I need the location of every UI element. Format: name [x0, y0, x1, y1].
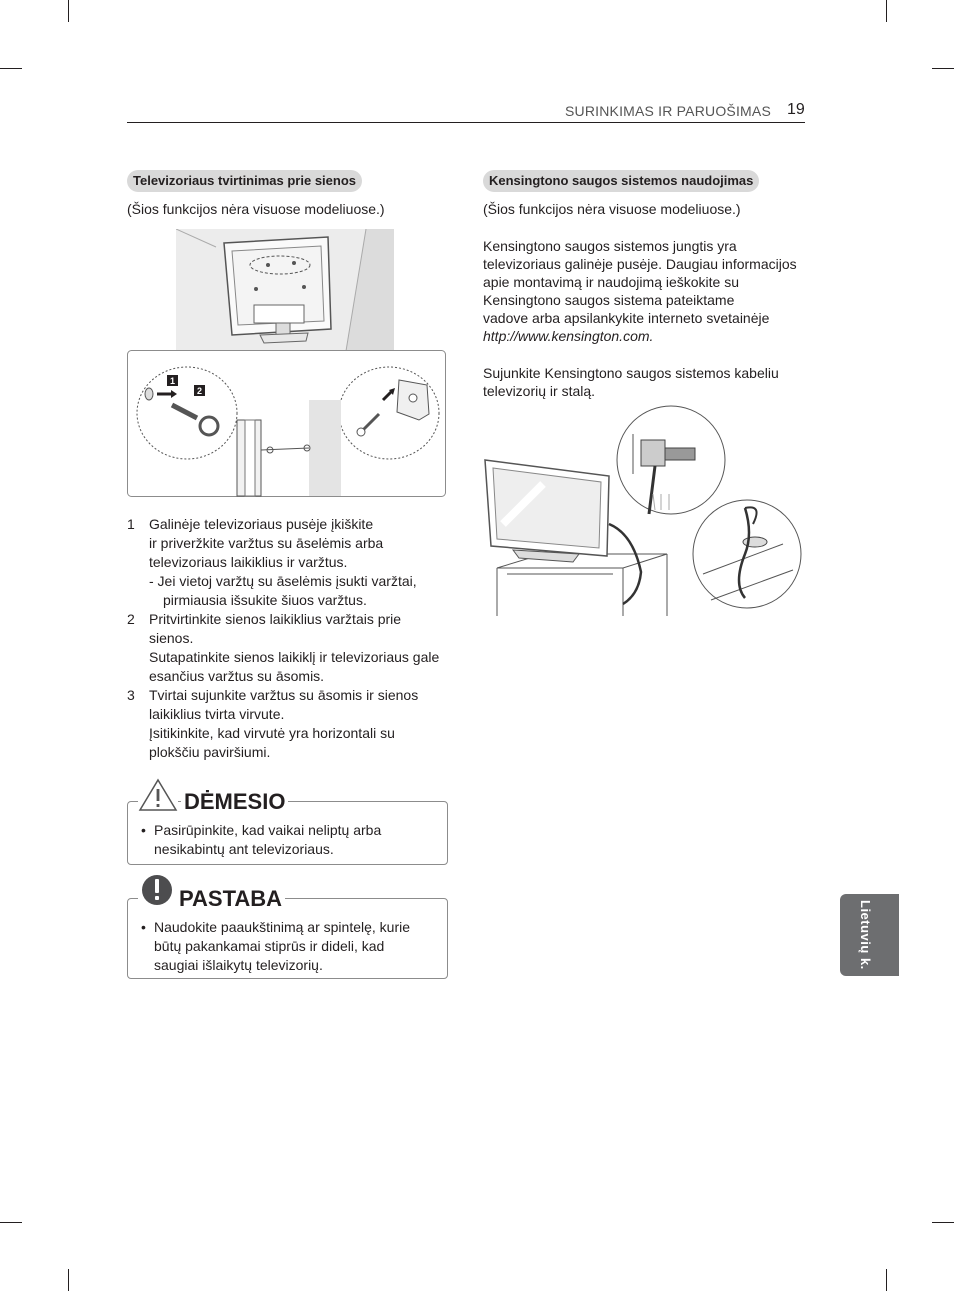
caution-item-line: nesikabintų ant televizoriaus.	[154, 841, 334, 857]
exclamation-icon	[138, 873, 176, 907]
warning-triangle-icon	[138, 778, 178, 812]
step-2-line: sienos.	[149, 630, 194, 646]
header-rule	[127, 122, 805, 123]
wall-bracket-detail-illustration	[127, 350, 446, 497]
caution-item-line: Pasirūpinkite, kad vaikai neliptų arba	[154, 822, 382, 838]
crop-mark	[0, 68, 22, 69]
step-1-line: ir priveržkite varžtus su āselėmis arba	[149, 535, 384, 551]
step-1-line: televizoriaus laikiklius ir varžtus.	[149, 554, 348, 570]
language-tab-label: Lietuvių k.	[858, 900, 873, 970]
crop-mark	[0, 1222, 22, 1223]
kensington-paragraph-line: vadove arba apsilankykite interneto svetainėje	[483, 310, 770, 326]
crop-mark	[886, 0, 887, 22]
wall-mount-heading: Televizoriaus tvirtinimas prie sienos	[127, 170, 362, 192]
step-number: 2	[127, 611, 135, 627]
note-title: PASTABA	[176, 886, 285, 912]
wall-mount-availability-note: (Šios funkcijos nėra visuose modeliuose.)	[127, 201, 385, 217]
step-2-line: esančius varžtus su āsomis.	[149, 668, 325, 684]
kensington-lock-illustration	[483, 404, 803, 618]
step-number: 1	[127, 516, 135, 532]
step-3-line: laikiklius tvirta virvute.	[149, 706, 285, 722]
kensington-paragraph-line: Kensingtono saugos sistema pateiktame	[483, 292, 735, 308]
bullet-glyph: •	[141, 919, 146, 935]
step-number: 3	[127, 687, 135, 703]
step-badge-1: 1	[169, 376, 176, 386]
kensington-url-link[interactable]: http://www.kensington.com.	[483, 328, 654, 344]
caution-title: DĖMESIO	[181, 789, 288, 815]
tv-back-wall-illustration	[176, 229, 394, 351]
note-item-line: saugiai išlaikytų televizorių.	[154, 957, 323, 973]
kensington-instruction-line: Sujunkite Kensingtono saugos sistemos kabeliu	[483, 365, 779, 381]
kensington-paragraph-line: apie montavimą ir naudojimą ieškokite su	[483, 274, 740, 290]
page-number: 19	[787, 101, 805, 118]
kensington-availability-note: (Šios funkcijos nėra visuose modeliuose.)	[483, 201, 741, 217]
step-1-sub-line: - Jei vietoj varžtų su āselėmis įsukti varžtai,	[149, 573, 417, 589]
section-title: SURINKIMAS IR PARUOŠIMAS	[564, 103, 771, 119]
kensington-paragraph-line: televizoriaus galinėje pusėje. Daugiau informacijos	[483, 256, 797, 272]
step-1-sub-line: pirmiausia išsukite šiuos varžtus.	[163, 592, 367, 608]
crop-mark	[68, 0, 69, 22]
step-3-line: Įsitikinkite, kad virvutė yra horizontali su	[149, 725, 395, 741]
language-tab	[840, 894, 899, 976]
crop-mark	[886, 1269, 887, 1291]
step-1-line: Galinėje televizoriaus pusėje įkiškite	[149, 516, 374, 532]
bullet-glyph: •	[141, 822, 146, 838]
kensington-instruction-line: televizorių ir stalą.	[483, 383, 596, 399]
kensington-paragraph-line: Kensingtono saugos sistemos jungtis yra	[483, 238, 737, 254]
step-2-line: Sutapatinkite sienos laikiklį ir televizoriaus gale	[149, 649, 440, 665]
step-3-line: Tvirtai sujunkite varžtus su āsomis ir sienos	[149, 687, 419, 703]
kensington-heading: Kensingtono saugos sistemos naudojimas	[483, 170, 759, 192]
crop-mark	[932, 68, 954, 69]
crop-mark	[932, 1222, 954, 1223]
step-3-line: plokščiu paviršiumi.	[149, 744, 271, 760]
step-2-line: Pritvirtinkite sienos laikiklius varžtais prie	[149, 611, 402, 627]
step-badge-2: 2	[196, 386, 203, 396]
note-item-line: Naudokite paaukštinimą ar spintelę, kurie	[154, 919, 411, 935]
note-item-line: būtų pakankamai stiprūs ir dideli, kad	[154, 938, 385, 954]
crop-mark	[68, 1269, 69, 1291]
